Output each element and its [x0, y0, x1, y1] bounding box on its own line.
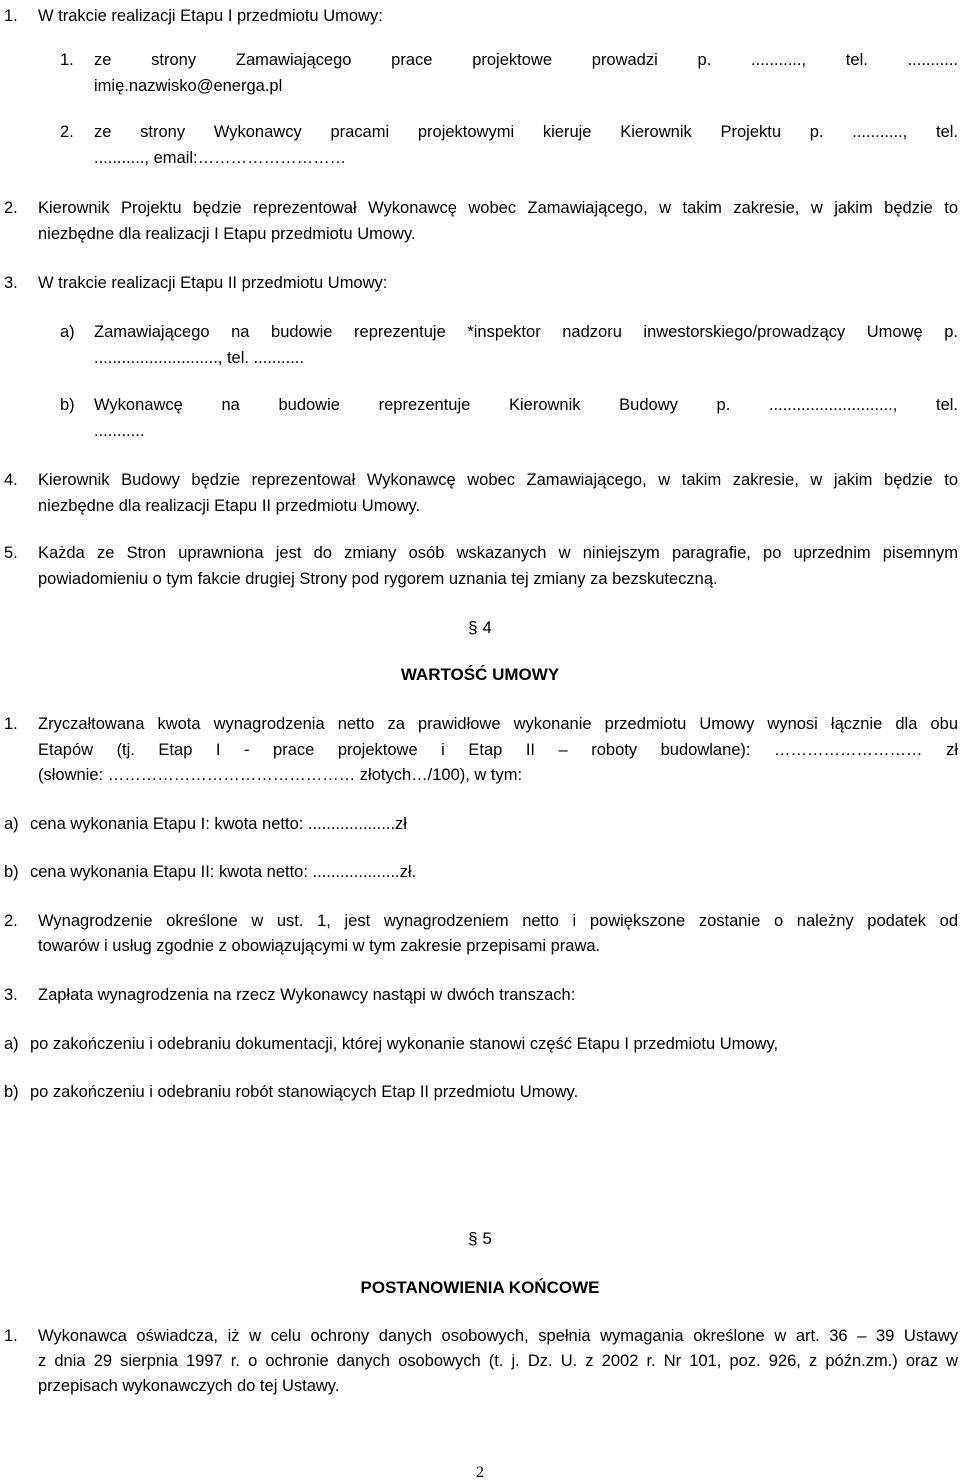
paragraph-line: Każda ze Stron uprawniona jest do zmiany osób wskazanych w niniejszym paragrafie, po uprzednim pisemnym: [38, 544, 958, 562]
item-number: 1.: [4, 715, 18, 733]
item-number: 2.: [4, 912, 18, 930]
item-number: 3.: [4, 274, 18, 292]
paragraph-line: ..........., email:………………………: [94, 149, 347, 167]
item-number: 2.: [4, 199, 18, 217]
paragraph-line: z dnia 29 sierpnia 1997 r. o ochronie danych osobowych (t. j. Dz. U. z 2002 r. Nr 101, poz. 926, z późn.zm.) oraz w: [38, 1352, 958, 1370]
paragraph-line: Wykonawca oświadcza, iż w celu ochrony danych osobowych, spełnia wymagania określone w art. 36 – 39 Ustawy: [38, 1327, 958, 1345]
paragraph-line: Wynagrodzenie określone w ust. 1, jest wynagrodzeniem netto i powiększone zostanie o należny podatek od: [38, 912, 958, 930]
section-symbol: § 5: [468, 1229, 492, 1248]
paragraph-line: niezbędne dla realizacji I Etapu przedmiotu Umowy.: [38, 225, 416, 243]
paragraph-line: ze strony Wykonawcy pracami projektowymi kieruje Kierownik Projektu p. ..........., tel.: [94, 123, 958, 141]
paragraph-line: ...........: [94, 422, 145, 440]
section-title: POSTANOWIENIA KOŃCOWE: [360, 1278, 600, 1297]
item-number: 2.: [60, 123, 74, 141]
item-number: 3.: [4, 986, 18, 1004]
section-symbol: § 4: [468, 618, 492, 637]
item-number: 1.: [60, 51, 74, 69]
paragraph-line: towarów i usług zgodnie z obowiązującymi w tym zakresie przepisami prawa.: [38, 937, 601, 955]
paragraph-text: Zapłata wynagrodzenia na rzecz Wykonawcy nastąpi w dwóch transzach:: [38, 986, 576, 1004]
paragraph-line: (słownie: ……………………………………… złotych…/100), w tym:: [38, 766, 523, 784]
paragraph-line: ze strony Zamawiającego prace projektowe prowadzi p. ..........., tel. ...........: [94, 51, 958, 69]
paragraph-text: po zakończeniu i odebraniu robót stanowiących Etap II przedmiotu Umowy.: [30, 1083, 579, 1101]
paragraph-line: Etapów (tj. Etap I - prace projektowe i Etap II – roboty budowlane): ……………………… zł: [38, 741, 958, 759]
paragraph-line: przepisach wykonawczych do tej Ustawy.: [38, 1377, 340, 1395]
paragraph-text: cena wykonania Etapu I: kwota netto: ...................zł: [30, 815, 407, 833]
item-letter: b): [4, 863, 19, 881]
paragraph-line: Zryczałtowana kwota wynagrodzenia netto za prawidłowe wykonanie przedmiotu Umowy wynosi łącznie dla obu: [38, 715, 958, 733]
paragraph-line: Kierownik Budowy będzie reprezentował Wykonawcę wobec Zamawiającego, w takim zakresie, w jakim będzie to: [38, 471, 958, 489]
paragraph-text: cena wykonania Etapu II: kwota netto: ...................zł.: [30, 863, 417, 881]
item-letter: a): [60, 323, 75, 341]
paragraph-line: niezbędne dla realizacji Etapu II przedmiotu Umowy.: [38, 497, 421, 515]
item-number: 5.: [4, 544, 18, 562]
paragraph-line: Wykonawcę na budowie reprezentuje Kierownik Budowy p. ..........................., tel.: [94, 396, 958, 414]
paragraph-text: W trakcie realizacji Etapu II przedmiotu Umowy:: [38, 274, 388, 292]
item-letter: a): [4, 1035, 19, 1053]
paragraph-line: Kierownik Projektu będzie reprezentował Wykonawcę wobec Zamawiającego, w takim zakresie, w jakim będzie to: [38, 199, 958, 217]
item-letter: b): [4, 1083, 19, 1101]
email-line: imię.nazwisko@energa.pl: [94, 77, 283, 95]
item-letter: a): [4, 815, 19, 833]
paragraph-line: Zamawiającego na budowie reprezentuje *inspektor nadzoru inwestorskiego/prowadzący Umowę p.: [94, 323, 958, 341]
paragraph-line: powiadomieniu o tym fakcie drugiej Strony pod rygorem uznania tej zmiany za bezskuteczną.: [38, 570, 718, 588]
item-number: 4.: [4, 471, 18, 489]
paragraph-line: ..........................., tel. ...........: [94, 349, 304, 367]
item-number: 1.: [4, 7, 18, 25]
item-number: 1.: [4, 1327, 18, 1345]
page-number: 2: [476, 1464, 484, 1481]
section-title: WARTOŚĆ UMOWY: [400, 665, 560, 684]
paragraph-text: W trakcie realizacji Etapu I przedmiotu Umowy:: [38, 7, 383, 25]
item-letter: b): [60, 396, 75, 414]
paragraph-text: po zakończeniu i odebraniu dokumentacji, której wykonanie stanowi część Etapu I przedmiotu Umowy,: [30, 1035, 779, 1053]
